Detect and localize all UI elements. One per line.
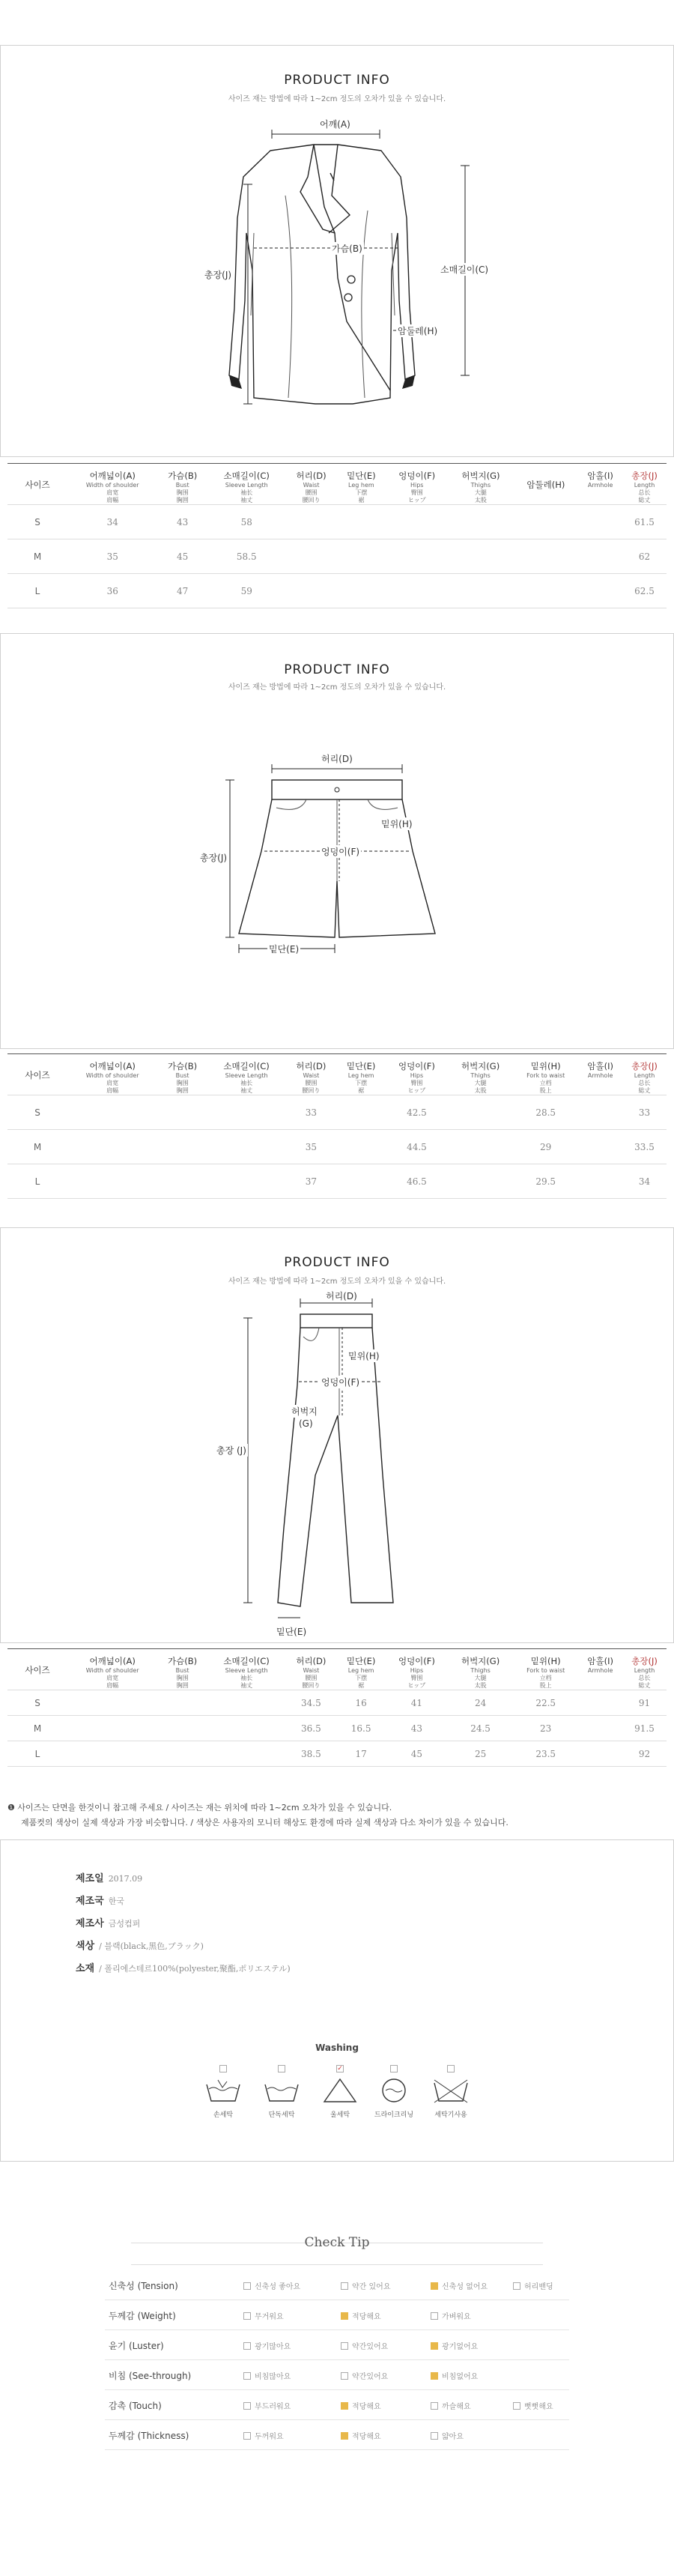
note-line-1: ❶ 사이즈는 단면을 한것이니 참고해 주세요 / 사이즈는 재는 위치에 따라 1~2cm 오차가 있을 수 있습니다. [7, 1803, 392, 1812]
waist-label: 허리(D) [321, 754, 353, 764]
table-row: L 36 47 59 62.5 [7, 574, 667, 608]
shorts-size-table [7, 1053, 667, 1199]
check-row-touch: 감촉 (Touch) 부드러워요 적당해요 까슬해요 뻣뻣해요 [105, 2390, 569, 2420]
shorts-info-box [0, 633, 674, 1049]
shoulder-label: 어깨(A) [320, 119, 350, 130]
no-machine-icon [432, 2077, 470, 2104]
rise-label: 밑위(H) [348, 1351, 380, 1361]
wash-separate: 단독세탁 [255, 2065, 308, 2119]
dry-clean-icon [375, 2077, 413, 2104]
col-hem: 밑단(E) [347, 471, 376, 481]
col-length: 총장(J) [631, 471, 658, 481]
page-title: PRODUCT INFO [284, 73, 390, 88]
hand-wash-icon [204, 2077, 242, 2104]
col-armhole: 암홀(I) [587, 471, 613, 481]
subtitle: 사이즈 재는 방법에 따라 1~2cm 정도의 오차가 있을 수 있습니다. [228, 1278, 446, 1286]
check-tip-title: Check Tip [304, 2235, 370, 2250]
hem-label: 밑단(E) [269, 944, 300, 955]
check-row-see-through: 비침 (See-through) 비침많아요 약간있어요 비침없어요 [105, 2360, 569, 2390]
table-row: S 34 43 58 61.5 [7, 505, 667, 539]
check-row-luster: 윤기 (Luster) 광기많아요 약간있어요 광기없어요 [105, 2330, 569, 2360]
wash-tub-icon [263, 2077, 300, 2104]
shorts-diagram [1, 634, 674, 1050]
info-row: 제조국 한국 [76, 1896, 124, 1907]
table-row: M 35 44.5 29 33.5 [7, 1130, 667, 1164]
wash-wool: ✓ 울세탁 [314, 2065, 366, 2119]
bust-label: 가슴(B) [332, 244, 362, 254]
table-row: S 34.5 16 41 24 22.5 91 [7, 1690, 667, 1716]
length-label: 총장 (J) [216, 1445, 246, 1456]
thigh-label: 허벅지 [291, 1406, 318, 1417]
col-waist: 허리(D) [296, 471, 327, 481]
table-header: 사이즈 어깨넓이(A) Width of shoulder 肩宽 肩幅 가슴(B) Bust 胸围 胸囲 소매길이(C) Sleeve Length 袖长 袖丈 허리(D) Waist 腰围 腰回り 밑단(E) Leg hem 下摆 裾 엉덩이(F) Hips 臀围 ヒップ 허벅지(G) Thighs 大腿 太股 밑위(H) Fork to waist 立档 股上 암홀(I) Armhole 총장(J) Length 总长 総丈 [7, 1054, 667, 1095]
table-header: 사이즈 어깨넓이(A) Width of shoulder 肩宽 肩幅 가슴(B) Bust 胸围 胸囲 소매길이(C) Sleeve Length 袖长 袖丈 허리(D) Waist 腰围 腰回り 밑단(E) Leg hem 下摆 裾 엉덩이(F) Hips 臀围 ヒップ 허벅지(G) Thighs 大腿 太股 밑위(H) Fork to waist 立档 股上 암홀(I) Armhole 총장(J) Length 总长 総丈 [7, 1649, 667, 1690]
checkbox-icon [447, 2065, 455, 2072]
col-armhole-cuff: 암둘레(H) [526, 480, 565, 490]
note-line-2: 제품컷의 색상이 실제 색상과 가장 비슷합니다. / 색상은 사용자의 모니터 해상도 환경에 따라 실제 색상과 다소 차이가 있을 수 있습니다. [21, 1818, 508, 1827]
table-row: M 36.5 16.5 43 24.5 23 91.5 [7, 1716, 667, 1741]
rise-label: 밑위(H) [381, 819, 413, 829]
triangle-icon [321, 2077, 359, 2104]
hip-label: 엉덩이(F) [321, 847, 360, 857]
waist-label: 허리(D) [326, 1291, 357, 1301]
info-row: 제조일 2017.09 [76, 1873, 143, 1884]
col-sleeve: 소매길이(C) [223, 471, 270, 481]
wash-dry-clean: 드라이크리닝 [368, 2065, 420, 2119]
info-row: 색상 / 블랙(black,黑色,ブラック) [76, 1941, 204, 1952]
pants-info-box [0, 1227, 674, 1643]
hem-label: 밑단(E) [276, 1627, 307, 1637]
washing-title: Washing [315, 2043, 359, 2053]
checkbox-icon [219, 2065, 227, 2072]
check-row-weight: 두께감 (Weight) 무거워요 적당해요 가벼워요 [105, 2300, 569, 2330]
sleeve-label: 소매길이(C) [440, 264, 489, 275]
wash-hand: 손세탁 [197, 2065, 249, 2119]
col-thighs: 허벅지(G) [461, 471, 500, 481]
table-header: 사이즈 어깨넓이(A) Width of shoulder 肩宽 肩幅 가슴(B) Bust 胸围 胸囲 소매길이(C) Sleeve Length 袖长 袖丈 허리(D) Waist 腰围 腰回り 밑단(E) Leg hem 下摆 裾 엉덩이(F) Hips 臀围 ヒップ 허벅지(G) Thighs 大腿 太股 암둘레(H) 암홀(I) Armhole 총장(J) Length 总长 総丈 [7, 464, 667, 505]
checkbox-icon [390, 2065, 398, 2072]
jacket-size-table [7, 463, 667, 608]
thigh-code-label: (G) [299, 1418, 313, 1429]
armhole-label: 암둘레(H) [398, 326, 438, 336]
length-label: 총장(J) [204, 270, 232, 280]
table-row: S 33 42.5 28.5 33 [7, 1095, 667, 1130]
length-label: 총장(J) [200, 853, 228, 863]
product-detail-box [0, 1839, 674, 2162]
divider [131, 2264, 543, 2265]
subtitle: 사이즈 재는 방법에 따라 1~2cm 정도의 오차가 있을 수 있습니다. [228, 683, 446, 692]
col-bust: 가슴(B) [168, 471, 198, 481]
check-row-thickness: 두께감 (Thickness) 두꺼워요 적당해요 얇아요 [105, 2420, 569, 2450]
checkbox-icon: ✓ [337, 2065, 343, 2072]
subtitle: 사이즈 재는 방법에 따라 1~2cm 정도의 오차가 있을 수 있습니다. [228, 95, 446, 103]
page-title: PRODUCT INFO [284, 1255, 390, 1270]
hip-label: 엉덩이(F) [321, 1377, 360, 1388]
wash-machine: 세탁기사용 [425, 2065, 477, 2119]
col-hips: 엉덩이(F) [398, 471, 436, 481]
table-row: M 35 45 58.5 62 [7, 539, 667, 574]
table-row: L 38.5 17 45 25 23.5 92 [7, 1741, 667, 1767]
check-row-tension: 신축성 (Tension) 신축성 좋아요 약간 있어요 신축성 없어요 허리밴딩 [105, 2270, 569, 2300]
size-header: 사이즈 [25, 480, 50, 490]
jacket-info-box [0, 45, 674, 457]
checkbox-icon [278, 2065, 285, 2072]
page-title: PRODUCT INFO [284, 662, 390, 677]
info-row: 제조사 금성컴퍼 [76, 1918, 141, 1929]
pants-size-table [7, 1648, 667, 1767]
table-row: L 37 46.5 29.5 34 [7, 1164, 667, 1199]
info-row: 소재 / 폴리에스테르100%(polyester,聚酯,ポリエステル) [76, 1963, 291, 1974]
col-shoulder: 어깨넓이(A) [89, 471, 136, 481]
